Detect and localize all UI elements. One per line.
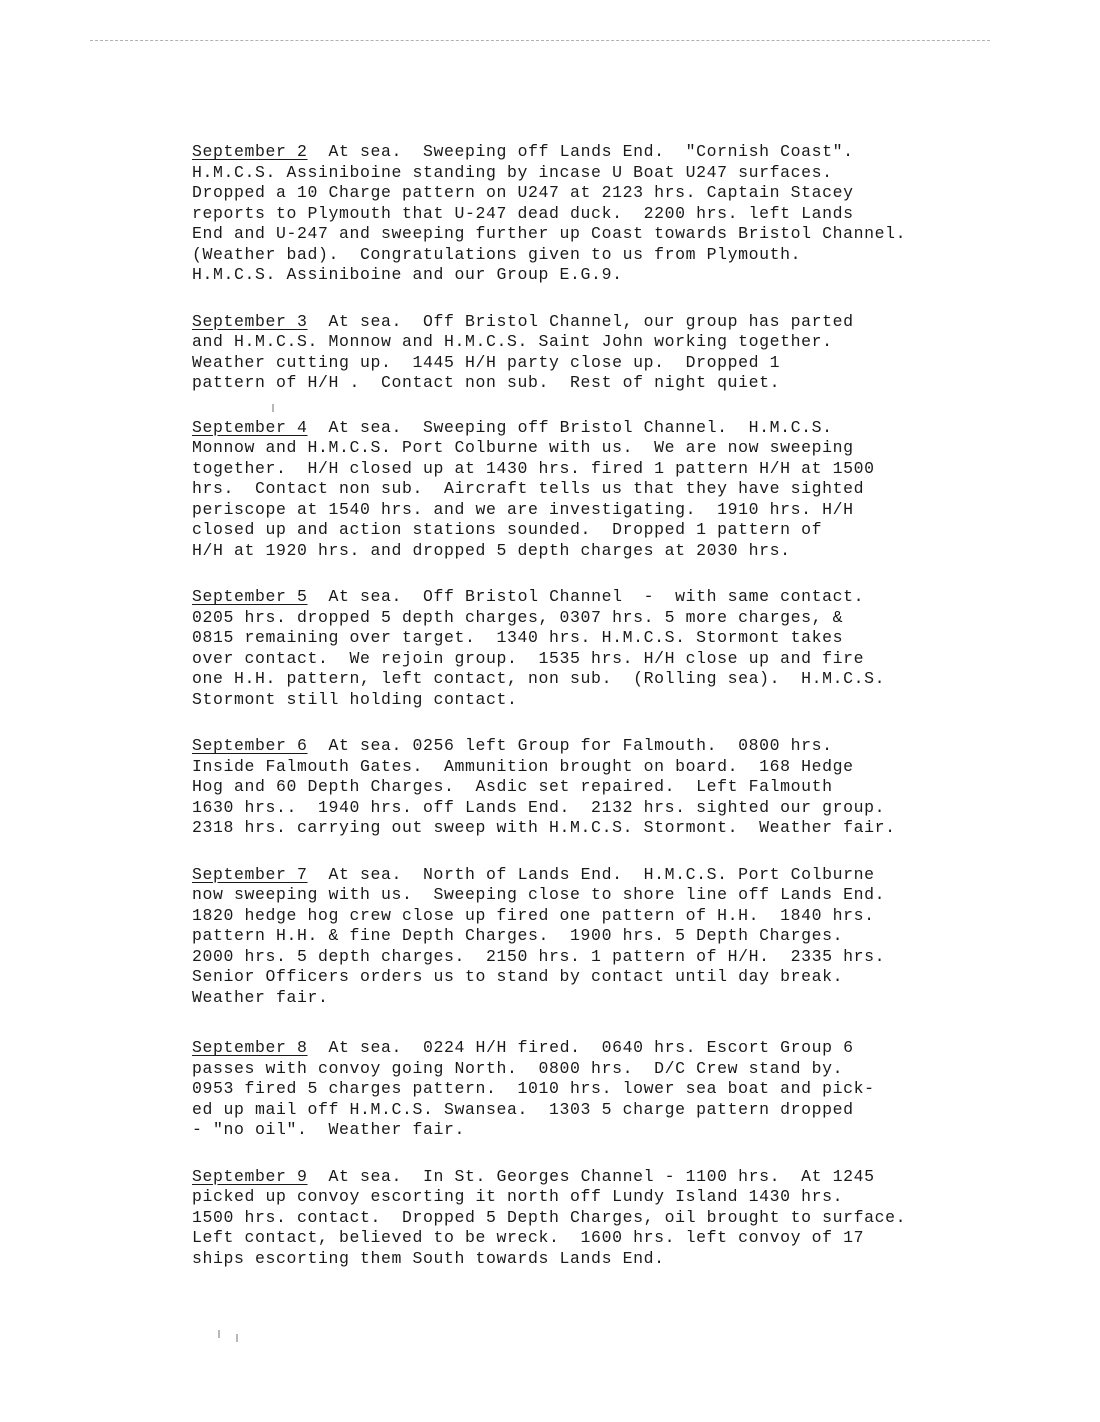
- entry-date: September 5: [192, 587, 308, 606]
- log-entry: [192, 142, 1052, 286]
- entry-line: End and U-247 and sweeping further up Coast towards Bristol Channel.: [192, 224, 907, 243]
- entry-line: periscope at 1540 hrs. and we are investigating. 1910 hrs. H/H: [192, 499, 854, 519]
- entry-line: Inside Falmouth Gates. Ammunition brought on board. 168 Hedge: [192, 756, 854, 776]
- entry-line: H/H at 1920 hrs. and dropped 5 depth charges at 2030 hrs.: [192, 540, 791, 560]
- entry-line: 0205 hrs. dropped 5 depth charges, 0307 hrs. 5 more charges, &: [192, 607, 844, 627]
- entry-line: closed up and action stations sounded. Dropped 1 pattern of: [192, 520, 823, 539]
- entry-date: September 3: [192, 311, 308, 331]
- entry-line: [192, 736, 1052, 757]
- entry-text: At sea. In St. Georges Channel - 1100 hrs. At 1245: [307, 1166, 875, 1186]
- entry-line: Monnow and H.M.C.S. Port Colburne with us. We are now sweeping: [192, 438, 854, 457]
- entry-line: one H.H. pattern, left contact, non sub. (Rolling sea). H.M.C.S.: [192, 669, 886, 688]
- entry-text: At sea. Off Bristol Channel, our group has parted: [307, 311, 854, 331]
- entry-line: Weather fair.: [192, 987, 329, 1007]
- scan-speck: [218, 1330, 220, 1338]
- entry-line: passes with convoy going North. 0800 hrs. D/C Crew stand by.: [192, 1058, 844, 1078]
- entry-text: At sea. Off Bristol Channel - with same contact.: [307, 587, 865, 606]
- entry-line: picked up convoy escorting it north off Lundy Island 1430 hrs.: [192, 1187, 844, 1206]
- entry-text: At sea. 0224 H/H fired. 0640 hrs. Escort Group 6: [307, 1038, 854, 1057]
- log-entries: [192, 142, 1052, 1269]
- entry-line: ed up mail off H.M.C.S. Swansea. 1303 5 charge pattern dropped: [192, 1099, 854, 1119]
- entry-line: over contact. We rejoin group. 1535 hrs. H/H close up and fire: [192, 648, 865, 668]
- entry-line: [192, 1038, 1052, 1059]
- entry-line: (Weather bad). Congratulations given to us from Plymouth.: [192, 244, 802, 264]
- entry-line: Senior Officers orders us to stand by contact until day break.: [192, 967, 844, 986]
- entry-line: 2000 hrs. 5 depth charges. 2150 hrs. 1 pattern of H/H. 2335 hrs.: [192, 946, 886, 966]
- entry-line: 0953 fired 5 charges pattern. 1010 hrs. lower sea boat and pick-: [192, 1079, 875, 1098]
- entry-line: now sweeping with us. Sweeping close to shore line off Lands End.: [192, 885, 886, 904]
- entry-line: pattern of H/H . Contact non sub. Rest of night quiet.: [192, 373, 781, 392]
- entry-line: Dropped a 10 Charge pattern on U247 at 2123 hrs. Captain Stacey: [192, 183, 854, 202]
- entry-text: At sea. 0256 left Group for Falmouth. 0800 hrs.: [307, 736, 833, 755]
- log-entry: [192, 865, 1052, 1009]
- entry-date: September 7: [192, 864, 308, 884]
- entry-line: together. H/H closed up at 1430 hrs. fired 1 pattern H/H at 1500: [192, 458, 875, 478]
- entry-line: Weather cutting up. 1445 H/H party close up. Dropped 1: [192, 352, 781, 372]
- log-entry: [192, 312, 1052, 394]
- entry-line: [192, 142, 1052, 163]
- entry-line: Stormont still holding contact.: [192, 689, 518, 709]
- entry-line: [192, 1167, 1052, 1188]
- entry-line: 1500 hrs. contact. Dropped 5 Depth Charges, oil brought to surface.: [192, 1207, 907, 1227]
- entry-line: H.M.C.S. Assiniboine and our Group E.G.9.: [192, 265, 623, 284]
- entry-line: [192, 587, 1052, 608]
- log-entry: [192, 1038, 1052, 1141]
- entry-line: 1630 hrs.. 1940 hrs. off Lands End. 2132 hrs. sighted our group.: [192, 797, 886, 817]
- entry-line: Hog and 60 Depth Charges. Asdic set repaired. Left Falmouth: [192, 777, 833, 796]
- entry-line: H.M.C.S. Assiniboine standing by incase U Boat U247 surfaces.: [192, 162, 833, 182]
- entry-line: pattern H.H. & fine Depth Charges. 1900 hrs. 5 Depth Charges.: [192, 926, 844, 945]
- log-entry: [192, 736, 1052, 839]
- entry-line: 2318 hrs. carrying out sweep with H.M.C.S. Stormont. Weather fair.: [192, 818, 896, 837]
- entry-line: Left contact, believed to be wreck. 1600 hrs. left convoy of 17: [192, 1228, 865, 1247]
- entry-line: 1820 hedge hog crew close up fired one pattern of H.H. 1840 hrs.: [192, 905, 875, 925]
- entry-line: - "no oil". Weather fair.: [192, 1120, 466, 1139]
- log-entry: [192, 587, 1052, 710]
- entry-date: September 8: [192, 1038, 308, 1057]
- entry-line: [192, 312, 1052, 333]
- entry-date: September 2: [192, 142, 308, 161]
- entry-text: At sea. Sweeping off Lands End. "Cornish Coast".: [307, 142, 854, 161]
- entry-line: hrs. Contact non sub. Aircraft tells us that they have sighted: [192, 479, 865, 498]
- entry-line: ships escorting them South towards Lands End.: [192, 1248, 665, 1268]
- entry-line: 0815 remaining over target. 1340 hrs. H.M.C.S. Stormont takes: [192, 628, 844, 647]
- entry-text: At sea. Sweeping off Bristol Channel. H.M.C.S.: [307, 417, 833, 437]
- entry-line: [192, 418, 1052, 439]
- scan-edge-artifact: [90, 40, 990, 45]
- entry-date: September 4: [192, 417, 308, 437]
- entry-line: [192, 865, 1052, 886]
- entry-date: September 6: [192, 736, 308, 755]
- scan-speck: [236, 1334, 238, 1342]
- entry-text: At sea. North of Lands End. H.M.C.S. Port Colburne: [307, 864, 875, 884]
- entry-line: reports to Plymouth that U-247 dead duck. 2200 hrs. left Lands: [192, 203, 854, 223]
- entry-line: and H.M.C.S. Monnow and H.M.C.S. Saint John working together.: [192, 332, 833, 351]
- log-entry: [192, 1167, 1052, 1270]
- entry-date: September 9: [192, 1166, 308, 1186]
- log-entry: [192, 418, 1052, 562]
